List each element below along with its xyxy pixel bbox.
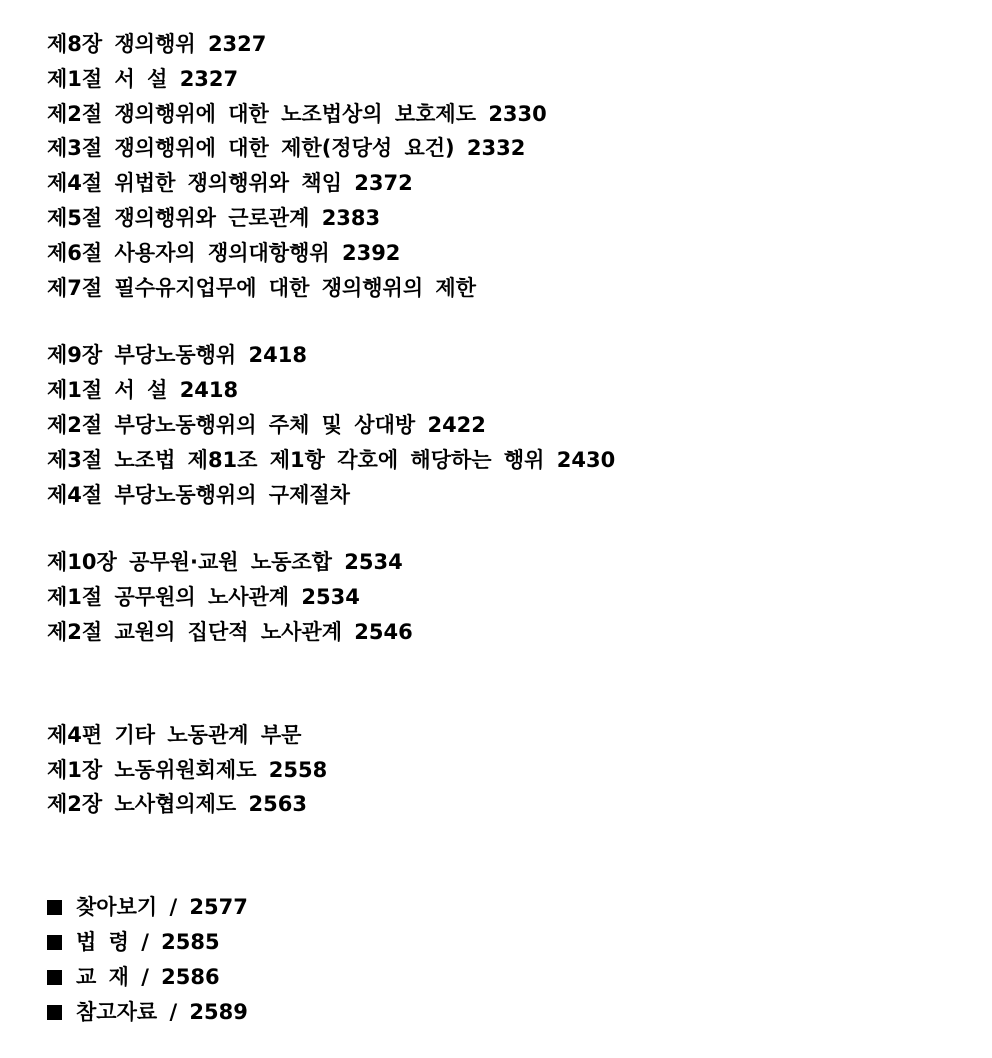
chapter-8-block <box>47 27 947 305</box>
toc-line: 제1장 노동위원회제도 2558 <box>47 757 328 782</box>
appendix-item-references <box>47 995 947 1030</box>
appendix-block <box>47 890 947 1029</box>
toc-line: 제2장 노사협의제도 2563 <box>47 792 307 817</box>
toc-line: 제6절 사용자의 쟁의대항행위 2392 <box>47 240 401 265</box>
part-4-heading: 제4편 기타 노동관계 부문 <box>47 722 302 747</box>
appendix-item-laws <box>47 925 947 960</box>
appendix-label: 법 령 / 2585 <box>76 929 220 954</box>
spacer <box>47 650 947 718</box>
chapter-9-heading: 제9장 부당노동행위 2418 <box>47 343 307 368</box>
appendix-item-textbooks <box>47 960 947 995</box>
appendix-item-index <box>47 890 947 925</box>
toc-line: 제4절 부당노동행위의 구제절차 <box>47 482 350 507</box>
toc-line: 제1절 서 설 2418 <box>47 378 239 403</box>
toc-line: 제2절 쟁의행위에 대한 노조법상의 보호제도 2330 <box>47 101 547 126</box>
chapter-10-block <box>47 545 947 649</box>
chapter-10-heading: 제10장 공무원·교원 노동조합 2534 <box>47 550 403 575</box>
square-bullet-icon <box>47 1005 62 1020</box>
appendix-label: 찾아보기 / 2577 <box>76 895 248 920</box>
toc-line: 제2절 교원의 집단적 노사관계 2546 <box>47 619 413 644</box>
toc-line: 제4절 위법한 쟁의행위와 책임 2372 <box>47 171 413 196</box>
square-bullet-icon <box>47 900 62 915</box>
toc-line: 제1절 서 설 2327 <box>47 66 239 91</box>
spacer <box>47 512 947 545</box>
toc-line: 제5절 쟁의행위와 근로관계 2383 <box>47 205 381 230</box>
square-bullet-icon <box>47 970 62 985</box>
toc-line: 제3절 쟁의행위에 대한 제한(정당성 요건) 2332 <box>47 136 526 161</box>
chapter-8-heading: 제8장 쟁의행위 2327 <box>47 32 267 56</box>
appendix-label: 참고자료 / 2589 <box>76 999 248 1024</box>
spacer <box>47 305 947 338</box>
spacer <box>47 822 947 890</box>
part-4-block <box>47 718 947 822</box>
appendix-label: 교 재 / 2586 <box>76 964 220 989</box>
chapter-9-block <box>47 338 947 512</box>
toc-line: 제2절 부당노동행위의 주체 및 상대방 2422 <box>47 412 486 437</box>
toc-line: 제1절 공무원의 노사관계 2534 <box>47 585 360 610</box>
toc-line: 제3절 노조법 제81조 제1항 각호에 해당하는 행위 2430 <box>47 447 616 472</box>
table-of-contents <box>47 27 947 1029</box>
square-bullet-icon <box>47 935 62 950</box>
toc-line: 제7절 필수유지업무에 대한 쟁의행위의 제한 <box>47 275 477 300</box>
